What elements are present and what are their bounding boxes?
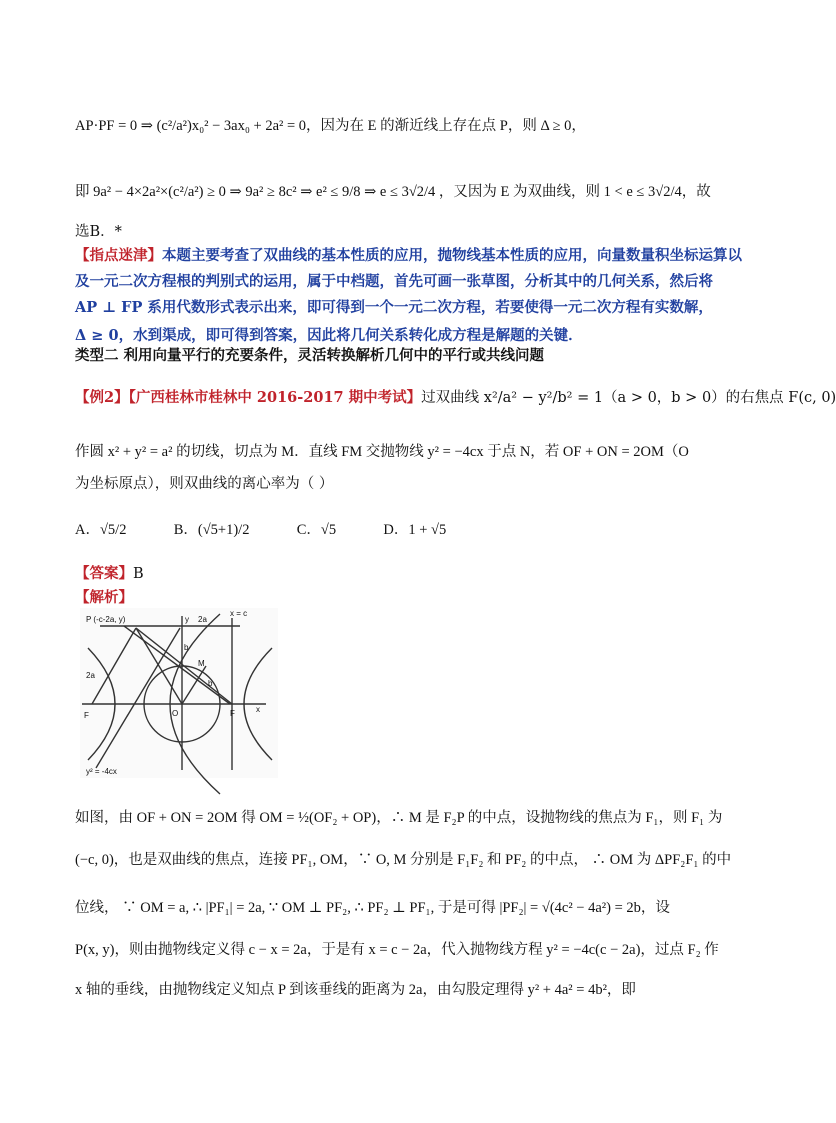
label-x: x <box>256 705 260 714</box>
conclusion-line: 选B．* <box>75 224 122 240</box>
label-x-c: x = c <box>230 609 248 618</box>
example-line-2: 作圆 x² + y² = a² 的切线，切点为 M．直线 FM 交抛物线 y² = −4cx 于点 N，若 OF + ON = 2OM（O <box>75 444 689 460</box>
tip-line-4: Δ ≥ 0，水到渠成，即可得到答案，因此将几何关系转化成方程是解题的关键． <box>75 327 583 344</box>
tip-line-1 <box>75 246 742 266</box>
geometry-figure <box>80 608 278 778</box>
tip-label: 【指点迷津】 <box>75 247 162 264</box>
label-b1: b <box>184 643 189 652</box>
option-d: D．1 + √5 <box>383 522 447 538</box>
option-c: C．√5 <box>296 522 337 538</box>
solution-line-5: x 轴的垂线，由抛物线定义知点 P 到该垂线的距离为 2a，由勾股定理得 y² + 4a² = 4b²，即 <box>75 982 636 998</box>
solution-line-4: P(x, y)，则由抛物线定义得 c − x = 2a，于是有 x = c − 2a，代入抛物线方程 y² = −4c(c − 2a)，过点 F₂ 作 <box>75 942 719 958</box>
solution-line-1: 如图，由 OF + ON = 2OM 得 OM = ½(OF₂ + OP)，∴ M 是 F₂P 的中点，设抛物线的焦点为 F₁，则 F₁ 为 <box>75 810 723 826</box>
example-text-1: 过双曲线 x²/a² − y²/b² = 1（a > 0，b > 0）的右焦点 F(c, 0) <box>421 390 836 406</box>
answer-line <box>75 564 725 584</box>
label-P: P (-c-2a, y) <box>86 615 126 624</box>
label-b2: b <box>208 679 213 688</box>
type-heading: 类型二 利用向量平行的充要条件，灵活转换解析几何中的平行或共线问题 <box>75 347 545 364</box>
analysis-label: 【解析】 <box>75 589 133 606</box>
label-y: y <box>185 615 189 624</box>
tip-line-2: 及一元二次方程根的判别式的运用，属于中档题，首先可画一张草图，分析其中的几何关系，然后将 <box>75 273 713 290</box>
label-O: O <box>172 709 179 718</box>
tip-text-1: 本题主要考查了双曲线的基本性质的应用，抛物线基本性质的应用，向量数量积坐标运算以 <box>162 247 742 264</box>
option-a: A．√5/2 <box>75 522 127 538</box>
derivation-line-1: AP·PF = 0 ⇒ (c²/a²)x₀² − 3ax₀ + 2a² = 0，因为在 E 的渐近线上存在点 P，则 Δ ≥ 0， <box>75 118 586 134</box>
answer-value: B <box>133 566 144 582</box>
label-2a-left: 2a <box>86 671 95 680</box>
example-source: 【广西桂林市桂林中 2016-2017 期中考试】 <box>128 389 422 406</box>
label-M: M <box>198 659 205 668</box>
label-F-left: F <box>84 711 89 720</box>
label-parabola: y² = -4cx <box>86 767 117 776</box>
tip-line-3: AP ⊥ FP 系用代数形式表示出来，即可得到一个一元二次方程，若要使得一元二次方程有实数解， <box>75 299 713 316</box>
solution-line-2: (−c, 0)，也是双曲线的焦点，连接 PF₁, OM，∵ O, M 分别是 F₁F₂ 和 PF₂ 的中点， ∴ OM 为 ΔPF₂F₁ 的中 <box>75 852 732 868</box>
answer-label: 【答案】 <box>75 565 133 582</box>
example-label: 【例2】 <box>75 389 129 406</box>
option-b: B．(√5+1)/2 <box>173 522 250 538</box>
options-row <box>75 520 725 540</box>
label-F-right: F <box>230 709 235 718</box>
derivation-line-2: 即 9a² − 4×2a²×(c²/a²) ≥ 0 ⇒ 9a² ≥ 8c² ⇒ e² ≤ 9/8 ⇒ e ≤ 3√2/4 ，又因为 E 为双曲线，则 1 < e ≤ 3√2/4，故 <box>75 184 711 200</box>
example-line-1 <box>75 388 836 408</box>
example-line-3: 为坐标原点），则双曲线的离心率为（ ） <box>75 476 334 492</box>
label-2a-top: 2a <box>198 615 207 624</box>
solution-line-3: 位线， ∵ OM = a, ∴ |PF₁| = 2a, ∵ OM ⊥ PF₂, ∴ PF₂ ⊥ PF₁, 于是可得 |PF₂| = √(4c² − 4a²) = 2b，设 <box>75 900 670 916</box>
